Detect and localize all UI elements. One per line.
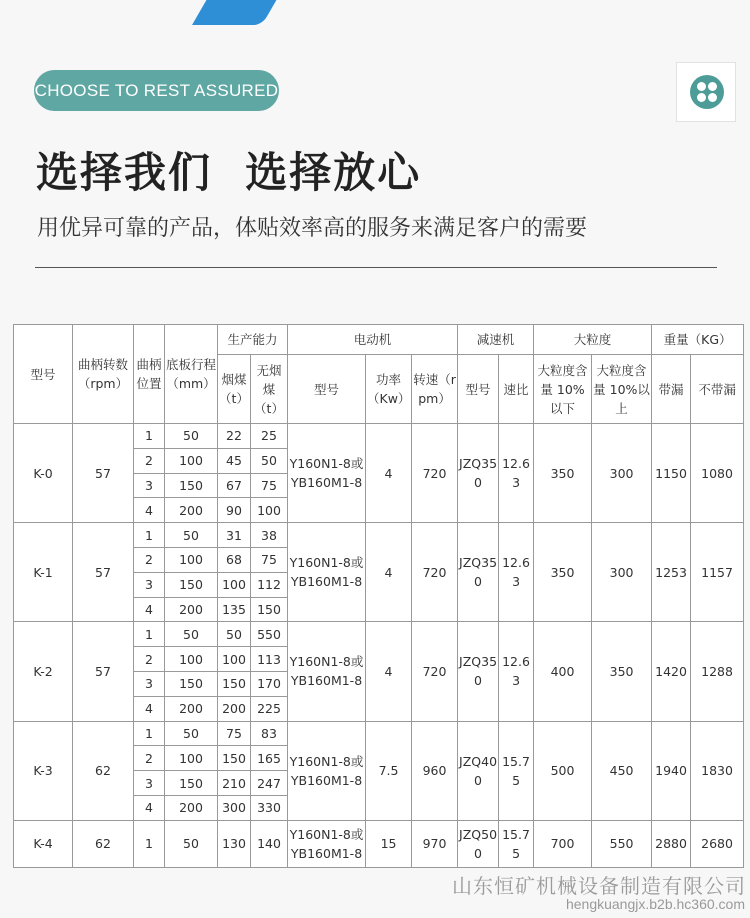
cell-capacity-soot: 90 bbox=[218, 498, 251, 523]
cell-granularity-above: 450 bbox=[592, 721, 652, 820]
header-capacity-anthracite: 无烟煤（t） bbox=[251, 355, 288, 424]
table-row bbox=[14, 523, 744, 548]
cell-capacity-soot: 200 bbox=[218, 696, 251, 721]
cell-reducer-model: JZQ350 bbox=[458, 622, 499, 721]
cell-crank-position: 1 bbox=[134, 523, 165, 548]
cell-capacity-anthracite: 75 bbox=[251, 473, 288, 498]
header-motor: 电动机 bbox=[288, 325, 458, 355]
cell-granularity-above: 300 bbox=[592, 523, 652, 622]
cell-capacity-anthracite: 225 bbox=[251, 696, 288, 721]
cell-motor-power: 7.5 bbox=[366, 721, 412, 820]
cell-crank-position: 4 bbox=[134, 795, 165, 820]
cell-stroke: 100 bbox=[165, 547, 218, 572]
cell-capacity-soot: 130 bbox=[218, 820, 251, 867]
cell-weight-with-hopper: 1940 bbox=[652, 721, 691, 820]
cell-motor-speed: 720 bbox=[412, 424, 458, 523]
table-row bbox=[14, 424, 744, 449]
table-row bbox=[14, 721, 744, 746]
cell-capacity-soot: 100 bbox=[218, 572, 251, 597]
cell-weight-with-hopper: 1420 bbox=[652, 622, 691, 721]
cell-capacity-soot: 150 bbox=[218, 746, 251, 771]
cell-motor-model: Y160N1-8或YB160M1-8 bbox=[288, 820, 366, 867]
cell-capacity-anthracite: 150 bbox=[251, 597, 288, 622]
header-capacity: 生产能力 bbox=[218, 325, 288, 355]
header-capacity-soot: 烟煤（t） bbox=[218, 355, 251, 424]
divider bbox=[35, 267, 717, 268]
cell-capacity-anthracite: 75 bbox=[251, 547, 288, 572]
cell-motor-speed: 720 bbox=[412, 622, 458, 721]
cell-motor-model: Y160N1-8或YB160M1-8 bbox=[288, 622, 366, 721]
cell-capacity-anthracite: 550 bbox=[251, 622, 288, 647]
spec-table bbox=[13, 324, 744, 868]
cell-stroke: 50 bbox=[165, 424, 218, 449]
cell-stroke: 50 bbox=[165, 820, 218, 867]
cell-crank-position: 1 bbox=[134, 622, 165, 647]
cell-stroke: 100 bbox=[165, 647, 218, 672]
cell-crank-position: 2 bbox=[134, 448, 165, 473]
cell-granularity-below: 350 bbox=[534, 424, 592, 523]
cell-capacity-anthracite: 25 bbox=[251, 424, 288, 449]
cell-reducer-model: JZQ350 bbox=[458, 523, 499, 622]
cell-stroke: 150 bbox=[165, 473, 218, 498]
cell-motor-power: 4 bbox=[366, 424, 412, 523]
header-reducer: 减速机 bbox=[458, 325, 534, 355]
page-subtitle: 用优异可靠的产品，体贴效率高的服务来满足客户的需要 bbox=[37, 216, 588, 241]
cell-capacity-soot: 75 bbox=[218, 721, 251, 746]
cell-weight-without-hopper: 1157 bbox=[691, 523, 744, 622]
cell-granularity-below: 400 bbox=[534, 622, 592, 721]
cell-stroke: 200 bbox=[165, 795, 218, 820]
cell-stroke: 50 bbox=[165, 721, 218, 746]
cell-capacity-soot: 135 bbox=[218, 597, 251, 622]
header-weight-with-hopper: 带漏 bbox=[652, 355, 691, 424]
cell-capacity-soot: 67 bbox=[218, 473, 251, 498]
cell-capacity-soot: 22 bbox=[218, 424, 251, 449]
cell-reducer-model: JZQ350 bbox=[458, 424, 499, 523]
cell-capacity-soot: 300 bbox=[218, 795, 251, 820]
cell-stroke: 100 bbox=[165, 746, 218, 771]
cell-stroke: 200 bbox=[165, 597, 218, 622]
header-model: 型号 bbox=[14, 325, 73, 424]
cell-model: K-4 bbox=[14, 820, 73, 867]
cell-stroke: 150 bbox=[165, 771, 218, 796]
table-row bbox=[14, 622, 744, 647]
header-reducer-ratio: 速比 bbox=[499, 355, 534, 424]
cell-weight-without-hopper: 1288 bbox=[691, 622, 744, 721]
cell-capacity-soot: 50 bbox=[218, 622, 251, 647]
cell-weight-with-hopper: 1253 bbox=[652, 523, 691, 622]
cell-capacity-anthracite: 100 bbox=[251, 498, 288, 523]
cell-capacity-anthracite: 83 bbox=[251, 721, 288, 746]
cell-crank-position: 2 bbox=[134, 547, 165, 572]
cell-granularity-above: 350 bbox=[592, 622, 652, 721]
cell-capacity-soot: 31 bbox=[218, 523, 251, 548]
cell-granularity-below: 350 bbox=[534, 523, 592, 622]
cell-capacity-soot: 100 bbox=[218, 647, 251, 672]
cell-crank-position: 3 bbox=[134, 671, 165, 696]
cell-crank-position: 1 bbox=[134, 721, 165, 746]
cell-crank-position: 4 bbox=[134, 696, 165, 721]
cell-motor-speed: 720 bbox=[412, 523, 458, 622]
header-stroke: 底板行程（mm） bbox=[165, 325, 218, 424]
header-weight: 重量（KG） bbox=[652, 325, 744, 355]
header-weight-without-hopper: 不带漏 bbox=[691, 355, 744, 424]
header-granularity: 大粒度 bbox=[534, 325, 652, 355]
cell-weight-with-hopper: 2880 bbox=[652, 820, 691, 867]
cell-motor-model: Y160N1-8或YB160M1-8 bbox=[288, 523, 366, 622]
cell-motor-model: Y160N1-8或YB160M1-8 bbox=[288, 721, 366, 820]
cell-crank-position: 2 bbox=[134, 746, 165, 771]
cell-weight-with-hopper: 1150 bbox=[652, 424, 691, 523]
table-header-row bbox=[14, 325, 744, 355]
cell-capacity-anthracite: 330 bbox=[251, 795, 288, 820]
cell-reducer-model: JZQ400 bbox=[458, 721, 499, 820]
section-tag-pill: CHOOSE TO REST ASSURED bbox=[34, 70, 279, 111]
cell-reducer-ratio: 15.75 bbox=[499, 721, 534, 820]
cell-stroke: 100 bbox=[165, 448, 218, 473]
cell-crank-position: 4 bbox=[134, 597, 165, 622]
badge bbox=[676, 62, 736, 122]
header-granularity-above: 大粒度含量 10%以上 bbox=[592, 355, 652, 424]
cell-weight-without-hopper: 1080 bbox=[691, 424, 744, 523]
cell-motor-power: 4 bbox=[366, 523, 412, 622]
cell-motor-power: 4 bbox=[366, 622, 412, 721]
cell-stroke: 200 bbox=[165, 696, 218, 721]
cell-stroke: 200 bbox=[165, 498, 218, 523]
cell-stroke: 150 bbox=[165, 671, 218, 696]
header-motor-model: 型号 bbox=[288, 355, 366, 424]
cell-capacity-soot: 45 bbox=[218, 448, 251, 473]
cell-reducer-ratio: 15.75 bbox=[499, 820, 534, 867]
cell-capacity-anthracite: 38 bbox=[251, 523, 288, 548]
cell-crank-position: 4 bbox=[134, 498, 165, 523]
cell-capacity-soot: 150 bbox=[218, 671, 251, 696]
cell-crank-position: 2 bbox=[134, 647, 165, 672]
header-reducer-model: 型号 bbox=[458, 355, 499, 424]
cell-model: K-0 bbox=[14, 424, 73, 523]
cell-crank-position: 3 bbox=[134, 572, 165, 597]
decorative-banner-shape bbox=[192, 0, 288, 25]
cell-motor-speed: 960 bbox=[412, 721, 458, 820]
cell-motor-power: 15 bbox=[366, 820, 412, 867]
cell-reducer-model: JZQ500 bbox=[458, 820, 499, 867]
watermark-url: hengkuangjx.b2b.hc360.com bbox=[565, 896, 745, 912]
header-crank-position: 曲柄位置 bbox=[134, 325, 165, 424]
cell-crank-position: 3 bbox=[134, 771, 165, 796]
cell-capacity-soot: 68 bbox=[218, 547, 251, 572]
cell-motor-model: Y160N1-8或YB160M1-8 bbox=[288, 424, 366, 523]
page-title: 选择我们 选择放心 bbox=[36, 148, 422, 197]
cell-model: K-1 bbox=[14, 523, 73, 622]
cell-crank-position: 1 bbox=[134, 820, 165, 867]
header-granularity-below: 大粒度含量 10%以下 bbox=[534, 355, 592, 424]
cell-crank-position: 3 bbox=[134, 473, 165, 498]
cell-weight-without-hopper: 2680 bbox=[691, 820, 744, 867]
cell-stroke: 50 bbox=[165, 523, 218, 548]
cell-stroke: 150 bbox=[165, 572, 218, 597]
cell-weight-without-hopper: 1830 bbox=[691, 721, 744, 820]
cell-model: K-3 bbox=[14, 721, 73, 820]
cell-capacity-anthracite: 170 bbox=[251, 671, 288, 696]
cell-crank-speed: 57 bbox=[73, 424, 134, 523]
cell-reducer-ratio: 12.63 bbox=[499, 622, 534, 721]
four-dots-icon bbox=[690, 75, 724, 109]
cell-reducer-ratio: 12.63 bbox=[499, 424, 534, 523]
cell-model: K-2 bbox=[14, 622, 73, 721]
cell-capacity-anthracite: 165 bbox=[251, 746, 288, 771]
header-crank-speed: 曲柄转数（rpm） bbox=[73, 325, 134, 424]
cell-capacity-soot: 210 bbox=[218, 771, 251, 796]
cell-granularity-below: 500 bbox=[534, 721, 592, 820]
header-motor-speed: 转速（rpm） bbox=[412, 355, 458, 424]
cell-granularity-above: 300 bbox=[592, 424, 652, 523]
cell-capacity-anthracite: 112 bbox=[251, 572, 288, 597]
watermark-company: 山东恒矿机械设备制造有限公司 bbox=[452, 874, 746, 898]
cell-crank-position: 1 bbox=[134, 424, 165, 449]
cell-capacity-anthracite: 247 bbox=[251, 771, 288, 796]
cell-crank-speed: 57 bbox=[73, 523, 134, 622]
cell-crank-speed: 62 bbox=[73, 721, 134, 820]
cell-reducer-ratio: 12.63 bbox=[499, 523, 534, 622]
cell-motor-speed: 970 bbox=[412, 820, 458, 867]
cell-capacity-anthracite: 50 bbox=[251, 448, 288, 473]
header-motor-power: 功率（Kw） bbox=[366, 355, 412, 424]
table-row bbox=[14, 820, 744, 867]
cell-granularity-below: 700 bbox=[534, 820, 592, 867]
cell-crank-speed: 57 bbox=[73, 622, 134, 721]
cell-stroke: 50 bbox=[165, 622, 218, 647]
cell-crank-speed: 62 bbox=[73, 820, 134, 867]
cell-capacity-anthracite: 113 bbox=[251, 647, 288, 672]
cell-capacity-anthracite: 140 bbox=[251, 820, 288, 867]
cell-granularity-above: 550 bbox=[592, 820, 652, 867]
